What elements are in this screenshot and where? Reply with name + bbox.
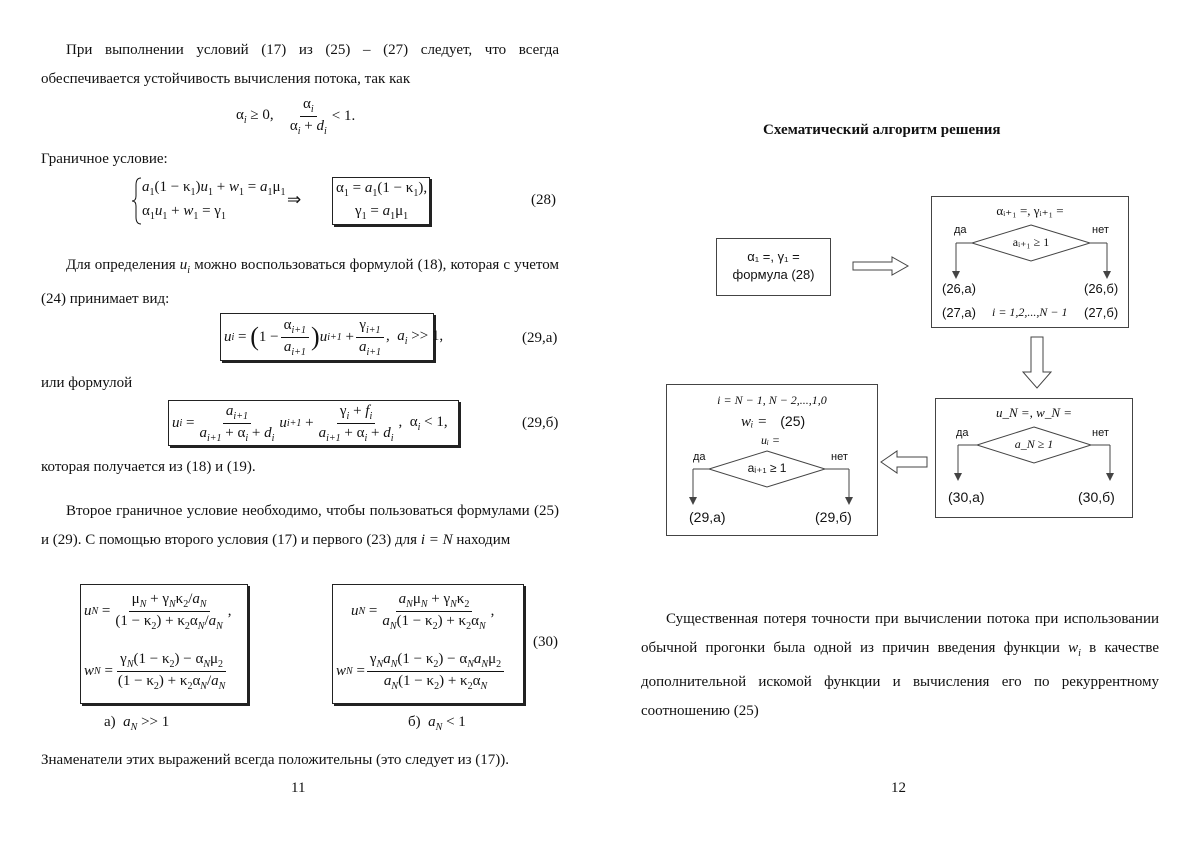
paragraph-precision-loss: Существенная потеря точности при вычислении потока при использовании обычной прогонки была одной из причин введения функции wi в качестве дополнительной искомой функции и вычисления его по рекуррентному соотношению (25) — [641, 605, 1159, 726]
arrow-down-icon — [1021, 336, 1053, 390]
paragraph-ui: Для определения ui можно воспользоваться формулой (18), которая с учетом (24) принимает вид: — [41, 251, 559, 314]
arrow-left-icon — [879, 450, 929, 474]
paragraph-second-boundary: Второе граничное условие необходимо, чтобы пользоваться формулами (25) и (29). С помощью второго условия (17) и первого (23) для i = N находим — [41, 497, 559, 555]
arrow-right-icon — [852, 256, 910, 276]
boundary-N-box: u_N =, w_N = да нет a_N ≥ 1 (30,а) (30,б) — [935, 398, 1133, 518]
equation-stability: αi ≥ 0, αi αi + di < 1. — [236, 96, 355, 136]
page-number-right: 12 — [891, 780, 906, 797]
backward-sweep-box: i = N − 1, N − 2,...,1,0 wᵢ = (25) uᵢ = да нет aᵢ₊₁ ≥ 1 (29,а) (29,б) — [666, 384, 878, 536]
case-a-label: а) aN >> 1 — [104, 714, 169, 733]
equation-28-system: a1(1 − κ1)u1 + w1 = a1μ1 α1u1 + w1 = γ1 — [132, 177, 292, 225]
or-formula-label: или формулой — [41, 369, 132, 398]
paragraph-stability: При выполнении условий (17) из (25) – (27) следует, что всегда обеспечивается устойчивость вычисления потока, так как — [41, 36, 559, 94]
denominators-note: Знаменатели этих выражений всегда положительны (это следует из (17)). — [41, 746, 509, 775]
equation-29a-number: (29,а) — [522, 330, 557, 347]
case-b-label: б) aN < 1 — [408, 714, 466, 733]
init-box: α₁ =, γ₁ = формула (28) — [716, 238, 831, 296]
forward-sweep-box: αᵢ₊₁ =, γᵢ₊₁ = да нет aᵢ₊₁ ≥ 1 (26,а) (26,б) (27,а) i = 1,2,...,N − 1 (27,б) — [931, 196, 1129, 328]
equation-28-number: (28) — [531, 192, 556, 209]
equation-30a-box: u N = μN + γNκ2/aN (1 − κ2) + κ2αN/aN , w N = γN(1 − κ2) − αNμ2 (1 − κ2) + κ2αN/aN — [80, 584, 248, 704]
page-number-left: 11 — [291, 780, 305, 797]
right-page-title: Схематический алгоритм решения — [763, 122, 1001, 139]
yes-label: да — [954, 224, 967, 236]
equation-29b-box: u i = ai+1 ai+1 + αi + di u i+1 + γi + fi ai+1 + αi + di , αi < 1, — [168, 400, 459, 446]
equation-29a-box: u i = ( 1 − αi+1 ai+1 ) u i+1 + γi+1 ai+1 , ai >> 1, — [220, 313, 434, 361]
implies-arrow: ⇒ — [287, 190, 301, 210]
derived-from-text: которая получается из (18) и (19). — [41, 453, 256, 482]
equation-29b-number: (29,б) — [522, 415, 558, 432]
equation-28-result-box: α1 = a1(1 − κ1), γ1 = a1μ1 — [332, 177, 430, 225]
equation-30b-box: u N = aNμN + γNκ2 aN(1 − κ2) + κ2αN , w N = γNaN(1 − κ2) − αNaNμ2 aN(1 − κ2) + κ2αN — [332, 584, 524, 704]
equation-30-number: (30) — [533, 634, 558, 651]
boundary-condition-label: Граничное условие: — [41, 145, 168, 174]
no-label: нет — [1092, 224, 1109, 236]
brace-left — [132, 177, 142, 225]
